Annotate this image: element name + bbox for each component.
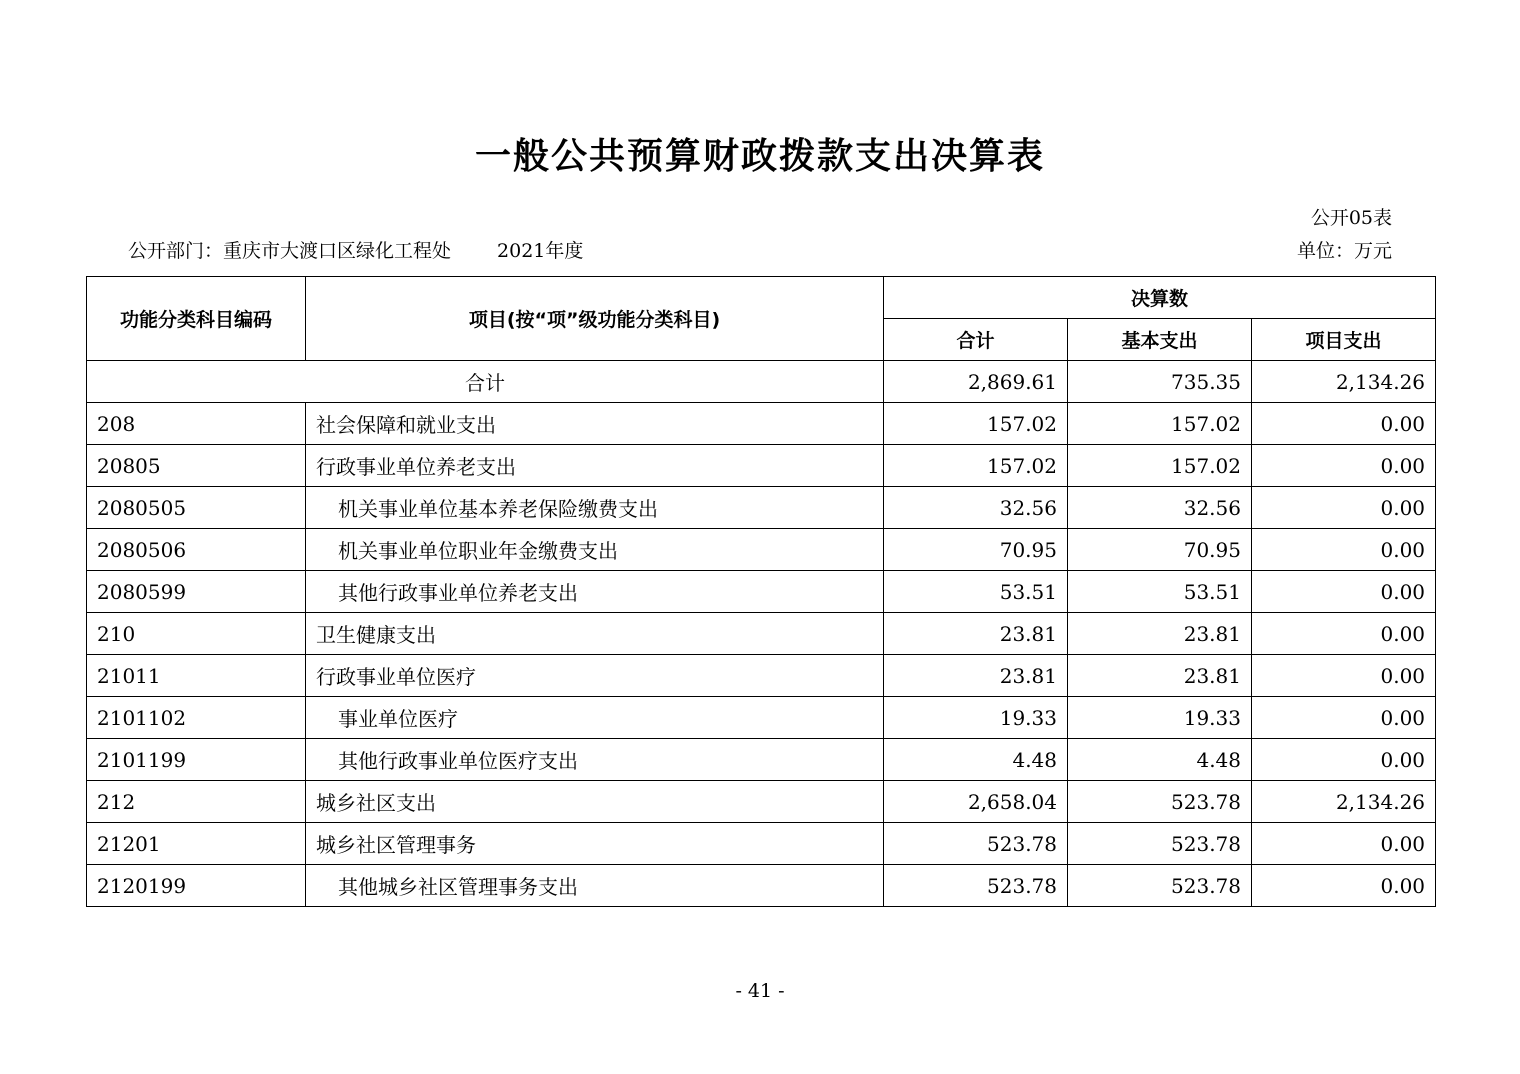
header-code: 功能分类科目编码 (87, 277, 306, 361)
fiscal-year: 2021年度 (497, 240, 584, 262)
cell-basic: 32.56 (1068, 487, 1252, 529)
cell-basic: 70.95 (1068, 529, 1252, 571)
cell-item: 社会保障和就业支出 (306, 403, 884, 445)
form-number: 公开05表 (1310, 207, 1392, 229)
cell-item: 城乡社区管理事务 (306, 823, 884, 865)
cell-total: 23.81 (884, 655, 1068, 697)
cell-code: 2080506 (87, 529, 306, 571)
cell-code: 208 (87, 403, 306, 445)
cell-basic: 523.78 (1068, 865, 1252, 907)
cell-total: 70.95 (884, 529, 1068, 571)
cell-project: 0.00 (1252, 823, 1436, 865)
table-row (87, 655, 1436, 697)
cell-code: 2120199 (87, 865, 306, 907)
cell-project: 0.00 (1252, 739, 1436, 781)
cell-item: 其他行政事业单位养老支出 (306, 571, 884, 613)
cell-code: 20805 (87, 445, 306, 487)
cell-basic: 523.78 (1068, 781, 1252, 823)
cell-project: 0.00 (1252, 403, 1436, 445)
cell-basic: 523.78 (1068, 823, 1252, 865)
cell-total: 157.02 (884, 403, 1068, 445)
cell-basic: 157.02 (1068, 403, 1252, 445)
cell-total: 523.78 (884, 823, 1068, 865)
cell-item: 机关事业单位基本养老保险缴费支出 (306, 487, 884, 529)
total-total: 2,869.61 (884, 361, 1068, 403)
table-row (87, 571, 1436, 613)
department-name: 公开部门：重庆市大渡口区绿化工程处 (128, 240, 452, 262)
header-basic: 基本支出 (1068, 319, 1252, 361)
expenditure-table (86, 276, 1436, 907)
cell-basic: 157.02 (1068, 445, 1252, 487)
table-row (87, 865, 1436, 907)
table-row (87, 739, 1436, 781)
cell-total: 4.48 (884, 739, 1068, 781)
cell-total: 2,658.04 (884, 781, 1068, 823)
table-row (87, 823, 1436, 865)
total-row (87, 361, 1436, 403)
cell-total: 53.51 (884, 571, 1068, 613)
cell-code: 212 (87, 781, 306, 823)
department-line (128, 236, 583, 263)
cell-item: 行政事业单位医疗 (306, 655, 884, 697)
cell-item: 卫生健康支出 (306, 613, 884, 655)
cell-total: 523.78 (884, 865, 1068, 907)
cell-code: 2101199 (87, 739, 306, 781)
cell-code: 2080505 (87, 487, 306, 529)
cell-total: 23.81 (884, 613, 1068, 655)
cell-project: 0.00 (1252, 613, 1436, 655)
cell-code: 2080599 (87, 571, 306, 613)
page-number: - 41 - (735, 980, 785, 1002)
cell-total: 157.02 (884, 445, 1068, 487)
cell-basic: 19.33 (1068, 697, 1252, 739)
cell-project: 0.00 (1252, 487, 1436, 529)
cell-item: 其他行政事业单位医疗支出 (306, 739, 884, 781)
cell-project: 0.00 (1252, 445, 1436, 487)
cell-project: 2,134.26 (1252, 781, 1436, 823)
table-row (87, 403, 1436, 445)
unit-label: 单位：万元 (1296, 240, 1392, 262)
cell-item: 机关事业单位职业年金缴费支出 (306, 529, 884, 571)
table-row (87, 697, 1436, 739)
table-row (87, 613, 1436, 655)
cell-item: 行政事业单位养老支出 (306, 445, 884, 487)
header-project: 项目支出 (1252, 319, 1436, 361)
total-project: 2,134.26 (1252, 361, 1436, 403)
header-item: 项目(按“项”级功能分类科目) (306, 277, 884, 361)
cell-code: 21011 (87, 655, 306, 697)
cell-code: 21201 (87, 823, 306, 865)
cell-total: 19.33 (884, 697, 1068, 739)
cell-code: 2101102 (87, 697, 306, 739)
cell-basic: 4.48 (1068, 739, 1252, 781)
cell-project: 0.00 (1252, 655, 1436, 697)
cell-item: 事业单位医疗 (306, 697, 884, 739)
cell-basic: 23.81 (1068, 655, 1252, 697)
table-row (87, 529, 1436, 571)
table-row (87, 445, 1436, 487)
cell-code: 210 (87, 613, 306, 655)
header-group: 决算数 (884, 277, 1436, 319)
cell-project: 0.00 (1252, 865, 1436, 907)
cell-project: 0.00 (1252, 697, 1436, 739)
cell-basic: 23.81 (1068, 613, 1252, 655)
cell-total: 32.56 (884, 487, 1068, 529)
total-basic: 735.35 (1068, 361, 1252, 403)
header-total: 合计 (884, 319, 1068, 361)
total-label: 合计 (87, 361, 884, 403)
cell-basic: 53.51 (1068, 571, 1252, 613)
cell-item: 其他城乡社区管理事务支出 (306, 865, 884, 907)
cell-project: 0.00 (1252, 529, 1436, 571)
table-row (87, 487, 1436, 529)
page-title: 一般公共预算财政拨款支出决算表 (474, 136, 1045, 177)
cell-item: 城乡社区支出 (306, 781, 884, 823)
table-row (87, 781, 1436, 823)
cell-project: 0.00 (1252, 571, 1436, 613)
